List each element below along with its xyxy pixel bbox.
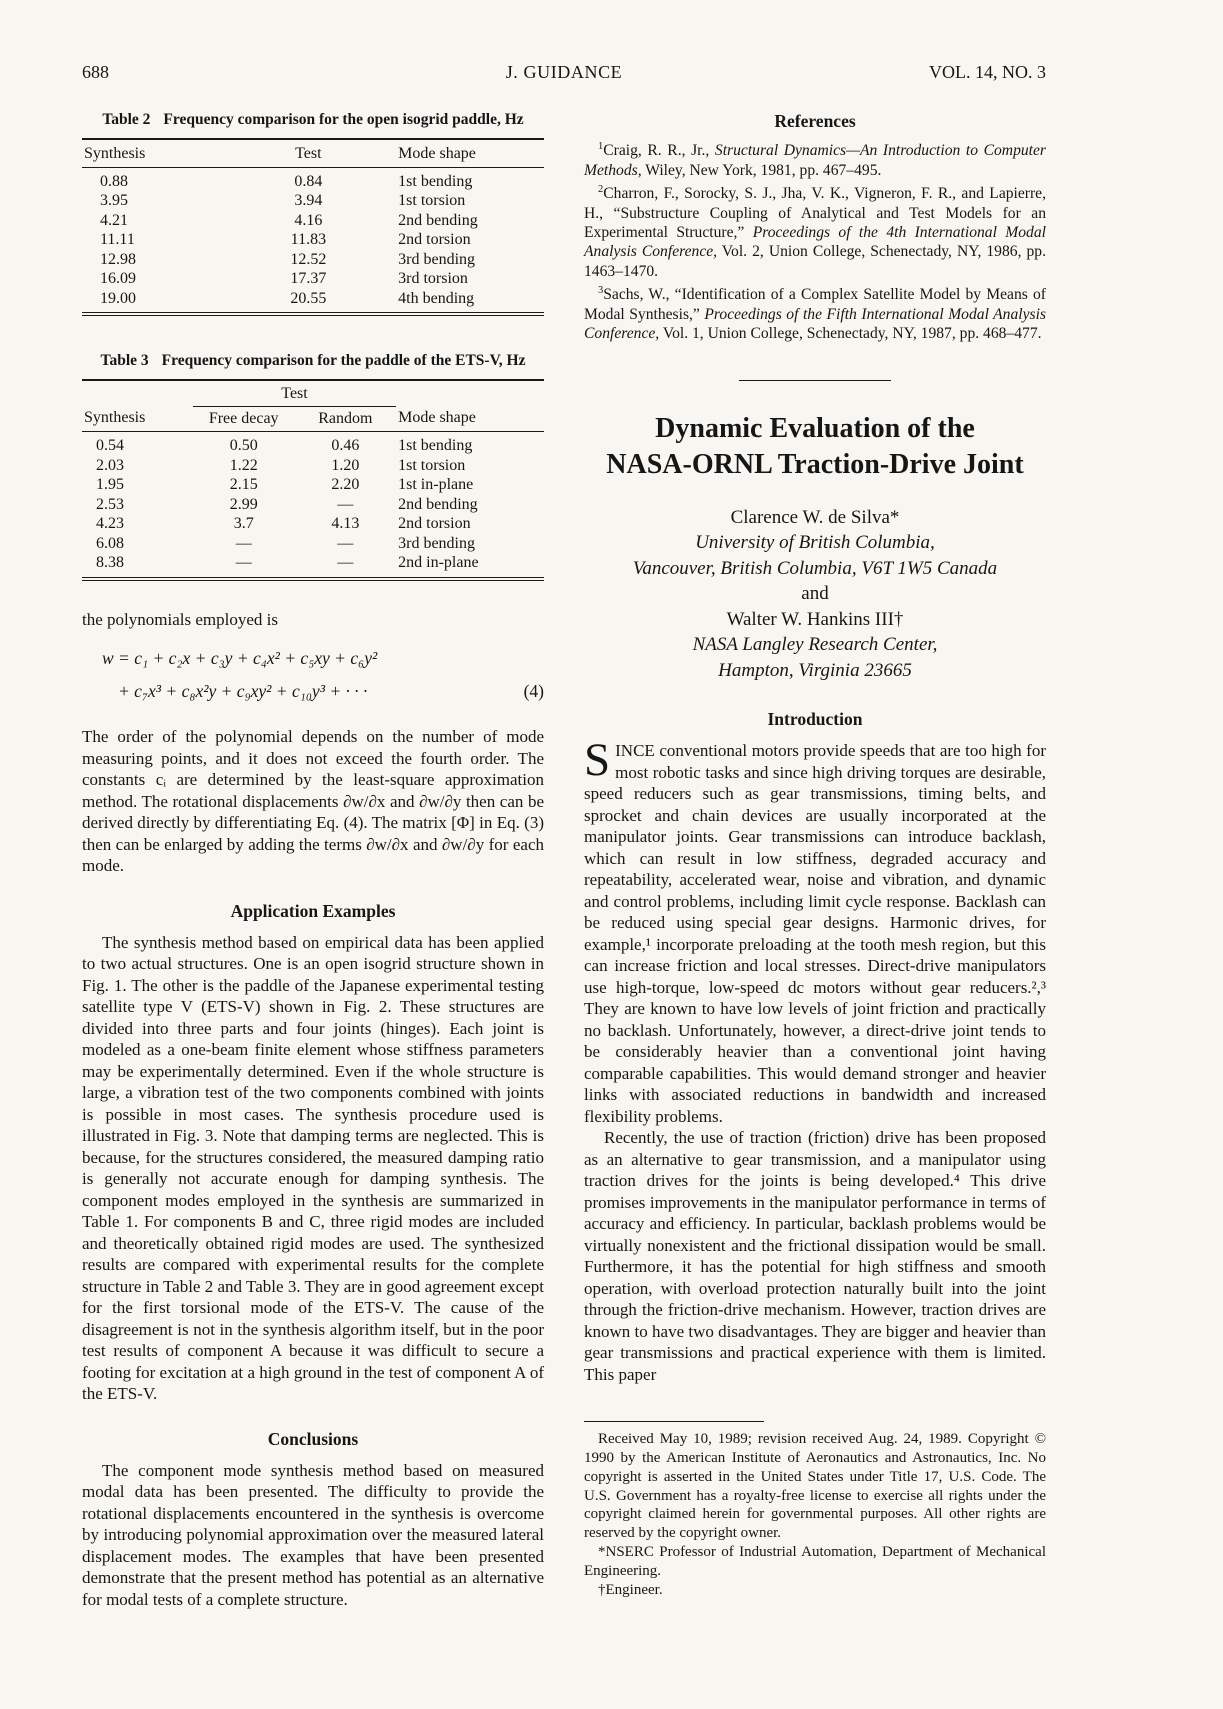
table-cell: 1st torsion [398,192,466,209]
frequency-table-ets-v [82,379,544,581]
table-cell: 17.37 [290,270,327,287]
author-1: Clarence W. de Silva* [730,506,900,528]
table-row [82,269,544,289]
table-cell: 2nd torsion [398,515,471,532]
table-cell: — [235,554,252,571]
article-title [584,411,1046,483]
table-cell: 3rd bending [398,534,475,552]
table-group-header-row [82,380,544,406]
table-cell: 20.55 [290,289,327,307]
equation-line-2: + c₇x³ + c₈x²y + c₉xy² + c₁₀y³ + · · · [118,681,368,701]
table-cell: 11.11 [100,231,135,248]
test-group-header: Test [193,380,396,406]
table-2-block [82,111,544,316]
article-title-line-1: Dynamic Evaluation of the [655,412,975,444]
column-header: Synthesis [82,406,193,432]
table-cell: 4.23 [96,515,124,532]
table-cell: 0.88 [100,172,128,190]
table-cell: 1.22 [229,456,258,474]
page-number: 688 [82,62,109,82]
table-row [82,475,544,495]
table-cell: 0.84 [294,172,323,190]
left-column [82,111,544,1610]
table-cell: 6.08 [96,534,124,552]
spacer-cell [82,380,193,406]
byline [584,505,1046,684]
table-cell: 4.16 [294,211,323,229]
table-cell: 12.52 [290,250,327,268]
column-header: Synthesis [82,139,221,167]
table-cell: 4.21 [100,211,128,229]
running-head [82,62,1046,83]
reference-number: 1 [598,141,604,152]
table-cell: 4.13 [331,515,360,532]
table-row [82,289,544,315]
table-cell: — [337,495,354,513]
affiliation-2-line-2: Hampton, Virginia 23665 [718,659,912,681]
table-cell: 3rd torsion [398,270,468,287]
affiliation-1-line-2: Vancouver, British Columbia, V6T 1W5 Canada [632,557,998,579]
dropcap: S [584,734,611,787]
table-cell: — [337,534,354,552]
table-cell: 1st in-plane [398,476,474,493]
table-row [82,167,544,191]
table-cell: 1st torsion [398,456,466,474]
table-cell: 3.7 [233,515,254,532]
column-header: Test [221,139,397,167]
article-title-line-2: NASA-ORNL Traction-Drive Joint [606,448,1024,480]
column-header: Free decay [193,406,295,432]
table-header-row [82,406,544,432]
column-header: Mode shape [396,139,544,167]
table-cell: 2.53 [96,495,124,513]
footnote-received: Received May 10, 1989; revision received Aug. 24, 1989. Copyright © 1990 by the American Institute of Aeronautics and Astronautics, Inc. No copyright is asserted in the United States under Title 17, U.S. Code. The U.S. Government has a royalty-free license to exercise all rights under the copyright claimed herein for governmental purposes. All other rights are reserved by the copyright owner. [584,1431,1046,1542]
table-2-label: Table 2 [102,111,151,128]
paragraph-introduction-1-text: INCE conventional motors provide speeds that are too high for most robotic tasks and since high driving torques are desirable, speed reducers such as gear transmissions, timing belts, and sprocket and chain devices are usually incorporated at the manipulator joints. Gear transmissions can introduce backlash, which can result in low stiffness, degraded accuracy and repeatability, accelerated wear, noise and vibration, and dynamic and control problems, including limit cycle response. Backlash can be reduced using special gear designs. Harmonic drives, for example,¹ incorporate preloading at the tooth mesh region, but this can increase friction and local stresses. Direct-drive manipulators use high-torque, low-speed dc motors without gear reducers.²,³ They are known to have low levels of joint friction and practically no backlash. Unfortunately, however, a direct-drive joint tends to be considerably heavier than a conventional joint having comparable capabilities. This would demand stronger and heavier links with associated reductions in bandwidth and increased flexibility problems. [584,741,1046,1126]
table-cell: 3rd bending [398,250,476,268]
table-3-label: Table 3 [100,352,149,369]
table-row [82,191,544,211]
table-cell: 2.99 [229,495,258,513]
column-header: Mode shape [396,406,544,432]
paragraph-introduction-2: Recently, the use of traction (friction) drive has been proposed as an alternative to gear transmission, and a manipulator using traction drives for the joints is being developed.⁴ This drive promises improvements in the manipulator performance in terms of accuracy and efficiency. In particular, backlash problems would be virtually nonexistent and the frictional dissipation would be small. Furthermore, it has the potential for high stiffness and smooth operation, with overload protection naturally built into the joint through the friction-drive mechanism. However, traction drives are known to have two disadvantages. They are bigger and heavier than gear transmissions and practical experience with them is limited. This paper [584,1128,1046,1384]
table-row [82,211,544,231]
table-cell: 11.83 [290,231,327,248]
lead-in-text: the polynomials employed is [82,609,278,629]
table-cell: 3.94 [294,192,323,209]
reference-number: 3 [598,285,604,297]
equation-line-2-row [82,681,544,702]
conclusions-heading: Conclusions [267,1428,359,1449]
equation-number: (4) [523,681,544,701]
introduction-heading: Introduction [767,709,863,730]
right-column [584,111,1046,1610]
table-body [82,167,544,314]
table-row [82,495,544,515]
table-row [82,534,544,554]
frequency-table-open-isogrid [82,138,544,316]
table-row [82,250,544,270]
table-2-caption [82,111,544,129]
table-row [82,553,544,579]
footnote-block [584,1421,1046,1599]
footnote-author-note-2: †Engineer. [598,1581,663,1598]
reference-item: $^1$Craig, R. R., Jr., Structural Dynamics—An Introduction to Computer Methods, Wiley, New York, 1981, pp. 467–495. [584,141,1046,179]
table-cell: 1.20 [331,456,360,474]
volume-issue: VOL. 14, NO. 3 [928,62,1046,82]
table-cell: 2nd bending [398,211,478,229]
table-row [82,432,544,456]
table-cell: 3.95 [100,192,128,209]
table-cell: 1.95 [96,476,124,493]
table-cell: 2nd in-plane [398,554,479,571]
table-cell: 16.09 [100,270,136,287]
reference-item: $^3$Sachs, W., “Identification of a Complex Satellite Model by Means of Modal Synthesis,” Proceedings of the Fifth International Modal Analysis Conference, Vol. 1, Union College, Schenectady, NY, 1987, pp. 468–477. [584,285,1046,343]
equation-4 [82,648,544,702]
journal-name: J. GUIDANCE [505,62,623,82]
table-cell: 12.98 [100,250,136,268]
application-examples-heading: Application Examples [230,900,396,921]
paragraph-application-examples: The synthesis method based on empirical data has been applied to two actual structures. One is an open isogrid structure shown in Fig. 1. The other is the paddle of the Japanese experimental testing satellite type V (ETS-V) shown in Fig. 2. These structures are divided into three parts and four joints (hinges). Each joint is modeled as a one-beam finite element whose stiffness parameters may be experimentally determined. Even if the whole structure is large, a vibration test of the two components combined with joints is possible in most cases. The synthesis procedure used is illustrated in Fig. 3. Note that damping terms are neglected. This is because, for the structures considered, the measured damping ratio is generally not accurate enough for damping synthesis. The component modes employed in the synthesis are summarized in Table 1. For components B and C, three rigid modes are included and theoretically obtained rigid modes are used. The synthesized results are compared with experimental results for the complete structure in Table 2 and Table 3. They are in good agreement except for the first torsional mode of the ETS-V. The cause of the disagreement is not in the synthesis algorithm itself, but in the poor test results of component A because it was difficult to secure a footing for excitation at a high ground in the test of component A of the ETS-V. [82,932,544,1403]
table-cell: 2.20 [331,476,360,493]
affiliation-2-line-1: NASA Langley Research Center, [692,634,938,656]
table-header-row [82,139,544,167]
affiliation-1-line-1: University of British Columbia, [695,532,935,554]
references-heading: References [774,111,856,131]
table-cell: — [337,554,354,571]
table-cell: — [235,534,252,552]
table-cell: 2.03 [96,456,124,474]
table-cell: 1st bending [398,437,473,454]
section-divider-rule [739,380,891,381]
author-2: Walter W. Hankins III† [726,608,904,630]
paragraph-introduction-1 [584,734,1046,1127]
table-cell: 1st bending [398,172,473,190]
table-cell: 4th bending [398,289,475,307]
table-body [82,432,544,579]
reference-number: 2 [598,184,604,195]
table-cell: 8.38 [96,554,124,571]
byline-connector: and [801,583,829,605]
table-3-block [82,352,544,581]
footnote-rule [584,1421,764,1422]
table-cell: 0.46 [331,437,360,454]
reference-item: $^2$Charron, F., Sorocky, S. J., Jha, V. K., Vigneron, F. R., and Lapierre, H., “Substructure Coupling of Analytical and Test Models for an Experimental Structure,” Proceedings of the 4th International Modal Analysis Conference, Vol. 2, Union College, Schenectady, NY, 1986, pp. 1463–1470. [584,184,1046,280]
references-list [584,137,1046,344]
table-row [82,514,544,534]
table-3-caption [82,352,544,370]
equation-line-1: w = c₁ + c₂x + c₃y + c₄x² + c₅xy + c₆y² [102,648,378,668]
table-cell: 0.54 [96,437,124,454]
table-3-caption-text: Frequency comparison for the paddle of the ETS-V, Hz [161,352,526,369]
table-cell: 0.50 [229,437,258,454]
footnote-author-note-1: *NSERC Professor of Industrial Automation, Department of Mechanical Engineering. [584,1543,1046,1579]
table-cell: 2.15 [229,476,258,493]
table-row [82,456,544,476]
table-row [82,230,544,250]
paragraph-conclusions: The component mode synthesis method based on measured modal data has been presented. The difficulty to provide the rotational displacements encountered in the synthesis is overcome by introducing polynomial approximation over the measured lateral displacement modes. The examples that have been presented demonstrate that the present method has potential as an alternative for modal tests of a complete structure. [82,1460,544,1609]
table-cell: 2nd torsion [398,231,471,248]
column-header: Random [295,406,397,432]
table-cell: 19.00 [100,289,136,307]
spacer-cell [396,380,544,406]
two-column-layout [82,111,1046,1610]
paragraph-polynomial-order: The order of the polynomial depends on the number of mode measuring points, and it does not exceed the fourth order. The constants cᵢ are determined by the least-square approximation method. The rotational displacements ∂w/∂x and ∂w/∂y then can be derived directly by differentiating Eq. (4). The matrix [Φ] in Eq. (3) then can be enlarged by adding the terms ∂w/∂x and ∂w/∂y for each mode. [82,727,544,875]
table-2-caption-text: Frequency comparison for the open isogrid paddle, Hz [163,111,524,128]
table-cell: 2nd bending [398,495,478,513]
